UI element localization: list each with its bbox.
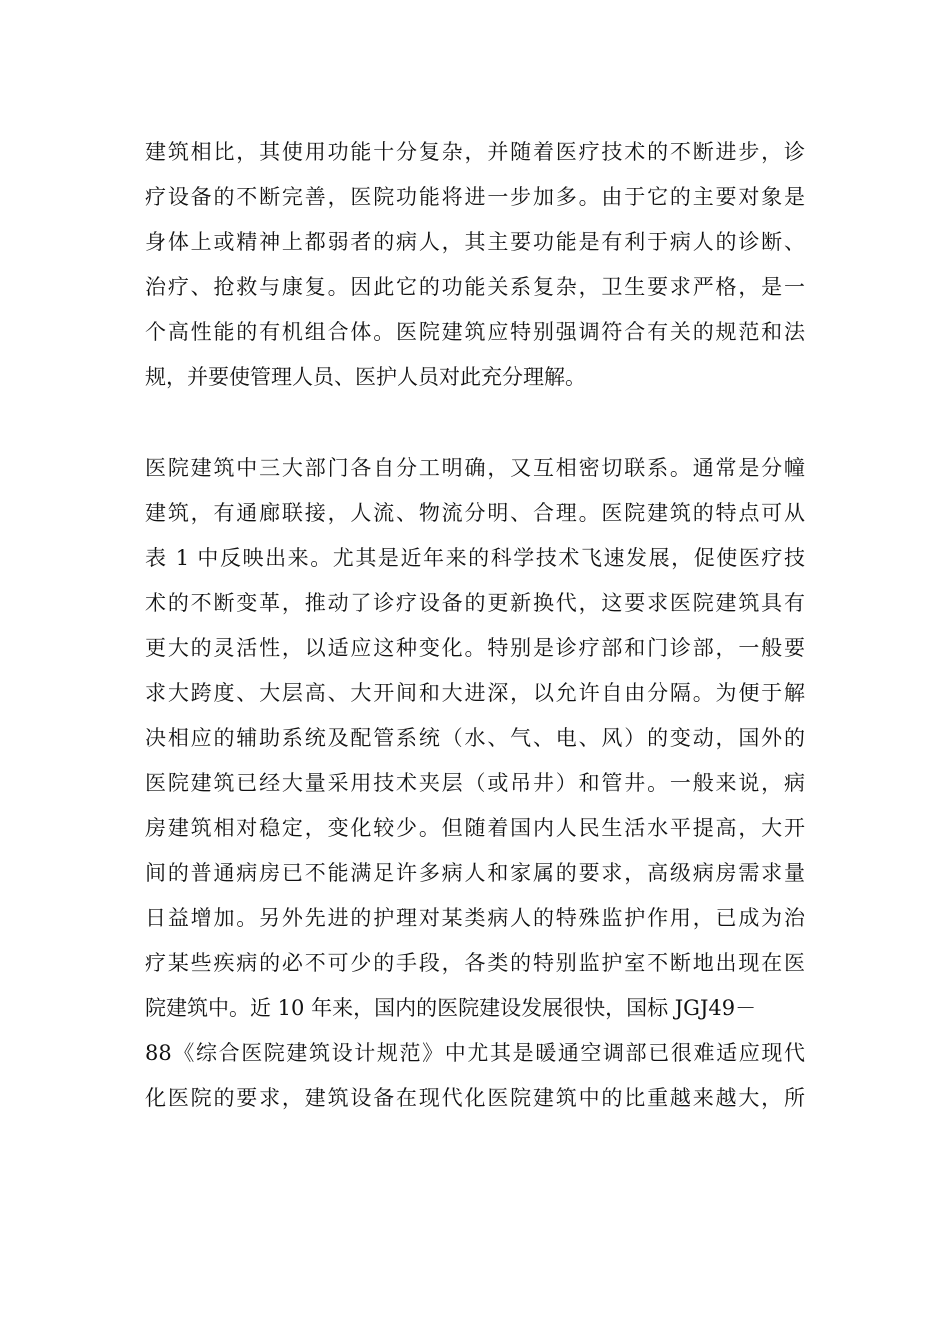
text-line: 更大的灵活性，以适应这种变化。特别是诊疗部和门诊部，一般要 [145,636,805,660]
text-line: 疗设备的不断完善，医院功能将进一步加多。由于它的主要对象是 [145,185,805,209]
text-line: 房建筑相对稳定，变化较少。但随着国内人民生活水平提高，大开 [145,816,805,840]
text-line: 日益增加。另外先进的护理对某类病人的特殊监护作用，已成为治 [145,906,805,930]
text-line: 医院建筑已经大量采用技术夹层（或吊井）和管井。一般来说，病 [145,771,805,795]
text-line: 决相应的辅助系统及配管系统（水、气、电、风）的变动，国外的 [145,726,805,750]
text-line: 建筑，有通廊联接，人流、物流分明、合理。医院建筑的特点可从 [145,501,805,525]
paragraph-2 [145,446,805,1121]
text-line: 化医院的要求，建筑设备在现代化医院建筑中的比重越来越大，所 [145,1086,805,1110]
text-line: 表 1 中反映出来。尤其是近年来的科学技术飞速发展，促使医疗技 [145,546,805,570]
paragraph-1 [145,130,805,400]
text-line: 院建筑中。近 10 年来，国内的医院建设发展很快，国标 JGJ49－ [145,996,757,1020]
text-line: 规，并要使管理人员、医护人员对此充分理解。 [145,365,586,389]
text-line: 建筑相比，其使用功能十分复杂，并随着医疗技术的不断进步，诊 [145,140,805,164]
text-line: 个高性能的有机组合体。医院建筑应特别强调符合有关的规范和法 [145,320,805,344]
text-line: 疗某些疾病的必不可少的手段，各类的特别监护室不断地出现在医 [145,951,805,975]
text-line: 求大跨度、大层高、大开间和大进深，以允许自由分隔。为便于解 [145,681,805,705]
text-line: 身体上或精神上都弱者的病人，其主要功能是有利于病人的诊断、 [145,230,805,254]
text-line: 88《综合医院建筑设计规范》中尤其是暖通空调部已很难适应现代 [145,1041,805,1065]
text-line: 间的普通病房已不能满足许多病人和家属的要求，高级病房需求量 [145,861,805,885]
text-line: 医院建筑中三大部门各自分工明确，又互相密切联系。通常是分幢 [145,456,805,480]
text-line: 治疗、抢救与康复。因此它的功能关系复杂，卫生要求严格，是一 [145,275,805,299]
text-line: 术的不断变革，推动了诊疗设备的更新换代，这要求医院建筑具有 [145,591,805,615]
